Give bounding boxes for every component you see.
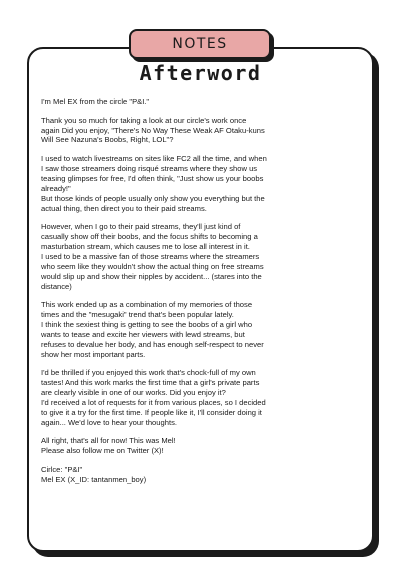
page-title: Afterword	[139, 61, 262, 85]
paragraph-livestreams: I used to watch livestreams on sites like FC2 all the time, and when I saw those streamers doing risqué streams where they show us teasing glimpses for free, I'd often think, "Just show us your boobs already!" But those kinds of people usually only show you everything but the actual thing, then direct you to their paid streams.	[41, 154, 267, 213]
paragraph-signoff: All right, that's all for now! This was Mel! Please also follow me on Twitter (X)!	[41, 436, 176, 456]
paragraph-thoughts: I'd be thrilled if you enjoyed this work that's chock-full of my own tastes! And this work marks the first time that a girl's private parts are clearly visible in one of our works. Did you enjoy it? I'd received a lot of requests for it from various places, so I decided to give it a try for the first time. If people like it, I'll consider doing it again... We'd love to hear your thoughts.	[41, 368, 266, 427]
paragraph-paid-streams: However, when I go to their paid streams, they'll just kind of casually show off their boobs, and the focus shifts to becoming a masturbation stream, which causes me to lose all interest in it. I used to be a massive fan of those streams where the streamers who seem like they wouldn't show the actual thing on free streams would slip up and show their nipples by accident... (stares into the distance)	[41, 222, 264, 291]
notes-tab: NOTES	[129, 29, 271, 59]
paragraph-work-origin: This work ended up as a combination of my memories of those times and the "mesugaki" trend that's been popular lately. I think the sexiest thing is getting to see the boobs of a girl who wants to tease and excite her viewers with lewd streams, but refuses to devalue her body, and has enough self-respect to never show her most important parts.	[41, 300, 264, 359]
paragraph-intro: I'm Mel EX from the circle "P&I."	[41, 97, 150, 106]
paragraph-credits: Cirlce: "P&I" Mel EX (X_ID: tantanmen_boy)	[41, 464, 147, 484]
paragraph-thanks: Thank you so much for taking a look at our circle's work once again Did you enjoy, "There's No Way These Weak AF Otaku-kuns Will See Nazuna's Boobs, Right, LOL"?	[41, 115, 265, 145]
afterword-body	[41, 97, 366, 493]
